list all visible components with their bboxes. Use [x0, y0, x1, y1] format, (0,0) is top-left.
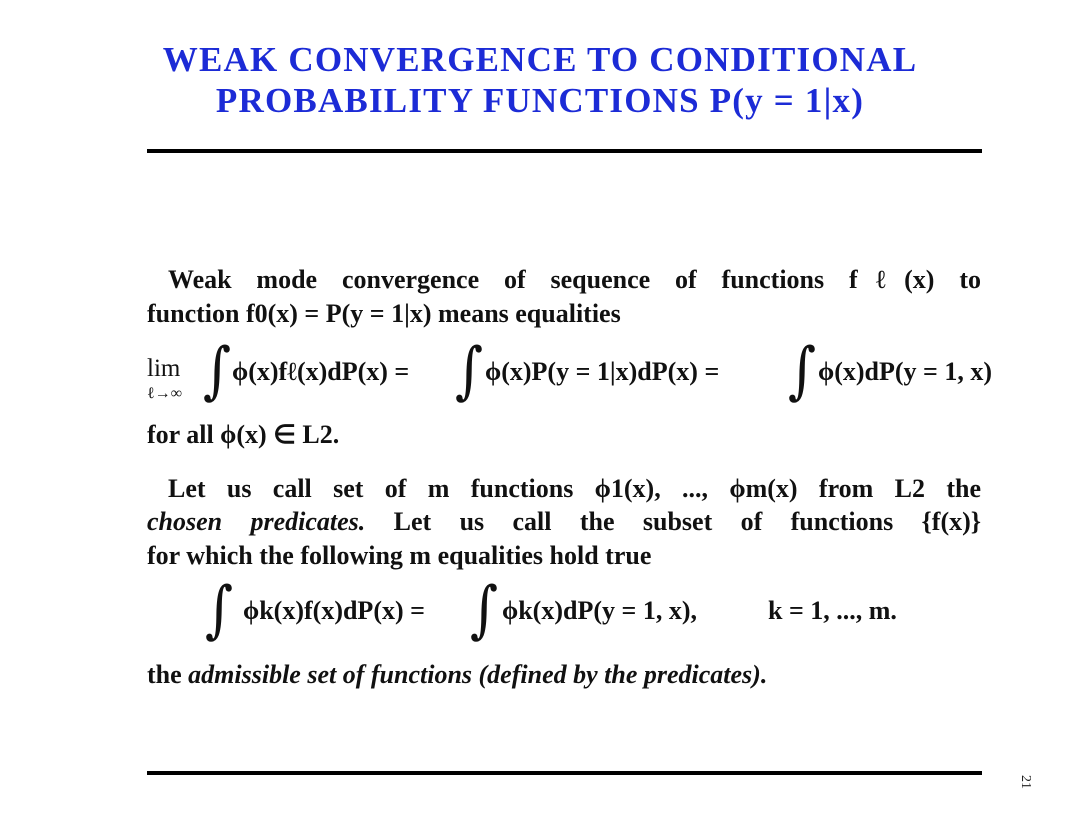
para1-tail: for all ϕ(x) ∈ L2.	[147, 420, 340, 449]
para3-lead: the	[147, 660, 182, 689]
eq1-term3: ϕ(x)dP(y = 1, x)	[818, 357, 993, 386]
title-line-1: WEAK CONVERGENCE TO CONDITIONAL	[162, 40, 918, 79]
bottom-rule	[147, 771, 982, 775]
para3	[147, 660, 981, 690]
para1-line1-text: Weak mode convergence of sequence of functions fℓ(x) to	[168, 265, 981, 294]
integral-sign-5: ∫	[470, 573, 499, 646]
chosen-predicates-term: chosen predicates.	[147, 507, 366, 536]
para1-line2: function f0(x) = P(y = 1|x) means equalities	[147, 299, 621, 328]
para2-line1	[168, 474, 981, 504]
para1-line1	[168, 265, 981, 295]
integral-sign-1: ∫	[203, 334, 232, 407]
lim-subscript: ℓ→∞	[147, 385, 183, 402]
para2-line2-rest: Let us call the subset of functions {f(x)}	[393, 507, 982, 536]
para2-line3: for which the following m equalities hold true	[147, 541, 652, 570]
title-line-2: PROBABILITY FUNCTIONS P(y = 1|x)	[215, 81, 865, 120]
eq1-term1: ϕ(x)fℓ(x)dP(x) =	[232, 357, 410, 386]
eq2-term2: ϕk(x)dP(y = 1, x),	[502, 596, 697, 625]
page-number: 21	[1018, 775, 1033, 789]
equation-1	[147, 334, 1037, 413]
admissible-set-term: admissible set of functions (defined by the predicates).	[188, 660, 768, 689]
eq1-term2: ϕ(x)P(y = 1|x)dP(x) =	[485, 357, 720, 386]
eq2-term3: k = 1, ..., m.	[768, 596, 897, 625]
eq2-term1: ϕk(x)f(x)dP(x) =	[243, 596, 425, 625]
para2-line2	[147, 507, 981, 537]
top-rule	[147, 149, 982, 153]
integral-sign-2: ∫	[455, 334, 484, 407]
para2-line1-text: Let us call set of m functions ϕ1(x), ..., ϕm(x) from L2 the	[168, 474, 981, 503]
integral-sign-4: ∫	[205, 573, 234, 646]
integral-sign-3: ∫	[788, 334, 817, 407]
equation-2	[205, 573, 935, 652]
lim-operator: lim	[147, 355, 181, 382]
